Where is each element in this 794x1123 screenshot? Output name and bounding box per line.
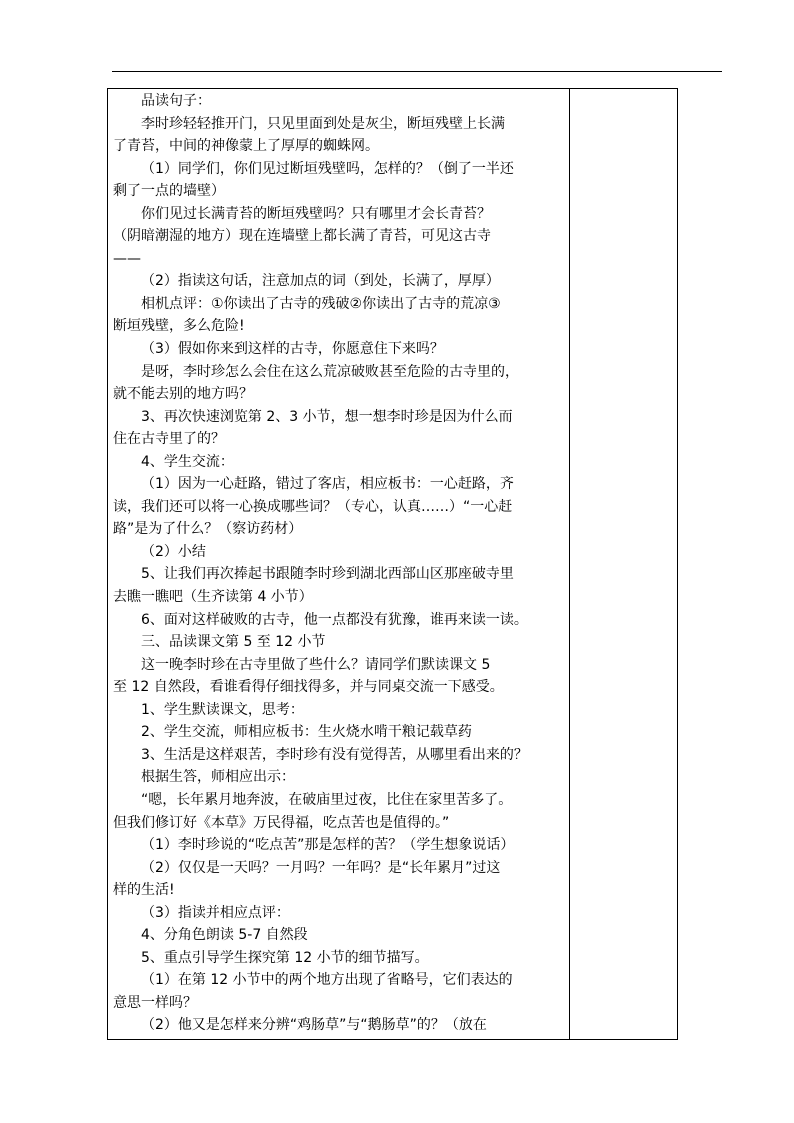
text-line: “嗯，长年累月地奔波，在破庙里过夜，比住在家里苦多了。 bbox=[141, 791, 513, 808]
text-line: 4、分角色朗读 5-7 自然段 bbox=[141, 927, 308, 944]
text-line: 这一晚李时珍在古寺里做了些什么？请同学们默读课文 5 bbox=[141, 656, 491, 673]
text-line: 但我们修订好《本草》万民得福，吃点苦也是值得的。” bbox=[113, 814, 450, 831]
text-line: 品读句子： bbox=[141, 93, 211, 109]
text-line: 去瞧一瞧吧（生齐读第 4 小节） bbox=[113, 589, 313, 606]
text-line: 3、生活是这样艰苦，李时珍有没有觉得苦，从哪里看出来的？ bbox=[141, 746, 528, 763]
text-line: （阴暗潮湿的地方）现在连墙壁上都长满了青苔，可见这古寺 bbox=[113, 228, 491, 245]
text-line: 样的生活! bbox=[113, 882, 175, 899]
text-line: （2）小结 bbox=[141, 543, 206, 560]
text-line: 读，我们还可以将一心换成哪些词？（专心，认真……）“一心赶 bbox=[113, 498, 513, 515]
text-line: 3、再次快速浏览第 2、3 小节，想一想李时珍是因为什么而 bbox=[141, 408, 513, 425]
text-line: 5、重点引导学生探究第 12 小节的细节描写。 bbox=[141, 949, 429, 966]
text-line: 是呀，李时珍怎么会住在这么荒凉破败甚至危险的古寺里的， bbox=[141, 363, 519, 380]
header-rule bbox=[112, 71, 722, 72]
text-line: 路”是为了什么？（察访药材） bbox=[113, 521, 303, 538]
text-line: 6、面对这样破败的古寺，他一点都没有犹豫，谁再来读一读。 bbox=[141, 611, 528, 628]
text-line: （2）指读这句话，注意加点的词（到处，长满了，厚厚） bbox=[141, 273, 500, 290]
text-line: （1）同学们，你们见过断垣残壁吗，怎样的？（倒了一半还 bbox=[141, 160, 514, 177]
text-line: （2）仅仅是一天吗？一月吗？一年吗？是“长年累月”过这 bbox=[141, 859, 501, 876]
text-line: （1）因为一心赶路，错过了客店，相应板书：一心赶路，齐 bbox=[141, 476, 514, 493]
text-line: 断垣残壁，多么危险! bbox=[113, 318, 245, 335]
text-line: 4、学生交流： bbox=[141, 453, 234, 470]
text-line: —— bbox=[113, 250, 141, 267]
text-line: 2、学生交流，师相应板书：生火烧水啃干粮记载草药 bbox=[141, 724, 472, 741]
text-line: 三、品读课文第 5 至 12 小节 bbox=[141, 634, 326, 651]
text-line: （1）李时珍说的“吃点苦”那是怎样的苦？（学生想象说话） bbox=[141, 837, 515, 854]
notes-cell bbox=[570, 89, 677, 1039]
text-line: 你们见过长满青苔的断垣残壁吗？只有哪里才会长青苔？ bbox=[141, 205, 491, 222]
text-line: 住在古寺里了的？ bbox=[113, 431, 225, 448]
text-line: 1、学生默读课文，思考： bbox=[141, 701, 304, 718]
text-line: （2）他又是怎样来分辨“鸡肠草”与“鹅肠草”的？（放在 bbox=[141, 1017, 487, 1034]
text-line: 意思一样吗？ bbox=[113, 994, 197, 1011]
lesson-content-cell bbox=[113, 90, 565, 1037]
text-line: 了青苔，中间的神像蒙上了厚厚的蜘蛛网。 bbox=[113, 138, 379, 155]
text-line: 至 12 自然段，看谁看得仔细找得多，并与同桌交流一下感受。 bbox=[113, 679, 504, 696]
lesson-table bbox=[107, 88, 678, 1040]
text-line: 根据生答，师相应出示： bbox=[141, 769, 295, 786]
text-line: 相机点评：①你读出了古寺的残破②你读出了古寺的荒凉③ bbox=[141, 295, 501, 312]
text-line: （1）在第 12 小节中的两个地方出现了省略号，它们表达的 bbox=[141, 972, 513, 989]
text-line: 剩了一点的墙壁） bbox=[113, 183, 225, 200]
text-line: （3）指读并相应点评： bbox=[141, 904, 290, 921]
text-line: 5、让我们再次捧起书跟随李时珍到湖北西部山区那座破寺里 bbox=[141, 566, 514, 583]
text-line: 李时珍轻轻推开门，只见里面到处是灰尘，断垣残壁上长满 bbox=[141, 115, 505, 132]
text-line: （3）假如你来到这样的古寺，你愿意住下来吗？ bbox=[141, 341, 444, 358]
text-line: 就不能去别的地方吗？ bbox=[113, 386, 253, 403]
